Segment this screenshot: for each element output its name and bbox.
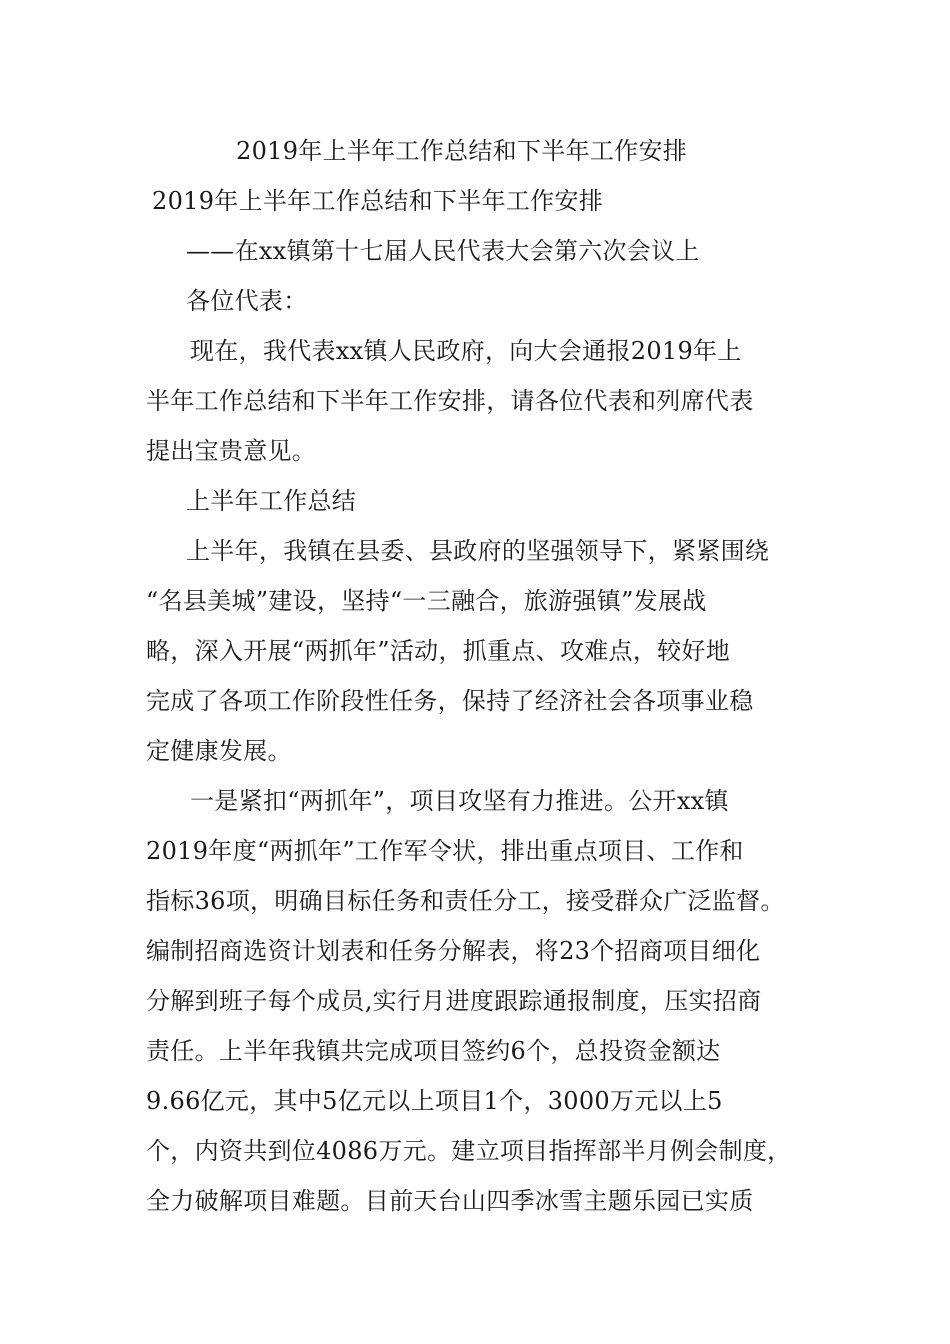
intro-line: 现在，我代表xx镇人民政府，向大会通报2019年上	[190, 337, 742, 365]
point-one-line: 指标36项，明确目标任务和责任分工，接受群众广泛监督。	[146, 887, 785, 915]
summary-line: 上半年，我镇在县委、县政府的坚强领导下，紧紧围绕	[186, 537, 770, 565]
point-one-line: 责任。上半年我镇共完成项目签约6个，总投资金额达	[146, 1037, 721, 1065]
intro-line: 提出宝贵意见。	[146, 437, 317, 465]
salutation: 各位代表：	[186, 287, 308, 315]
summary-line: 略，深入开展“两抓年”活动，抓重点、攻难点，较好地	[146, 637, 731, 665]
point-one-line: 9.66亿元，其中5亿元以上项目1个，3000万元以上5	[146, 1087, 723, 1115]
summary-line: 定健康发展。	[146, 737, 292, 765]
point-one-line: 编制招商选资计划表和任务分解表，将23个招商项目细化	[146, 937, 761, 965]
section-heading: 上半年工作总结	[186, 487, 357, 515]
point-one-line: 2019年度“两抓年”工作军令状，排出重点项目、工作和	[146, 837, 744, 865]
summary-line: “名县美城”建设，坚持“一三融合，旅游强镇”发展战	[146, 587, 707, 615]
point-one-line: 全力破解项目难题。目前天台山四季冰雪主题乐园已实质	[146, 1187, 754, 1215]
document-title: 2019年上半年工作总结和下半年工作安排	[236, 137, 688, 165]
point-one-line: 分解到班子每个成员,实行月进度跟踪通报制度，压实招商	[146, 987, 762, 1015]
document-byline: ——在xx镇第十七届人民代表大会第六次会议上	[186, 237, 700, 265]
summary-line: 完成了各项工作阶段性任务，保持了经济社会各项事业稳	[146, 687, 754, 715]
intro-line: 半年工作总结和下半年工作安排，请各位代表和列席代表	[146, 387, 754, 415]
point-one-line: 个，内资共到位4086万元。建立项目指挥部半月例会制度，	[146, 1137, 792, 1165]
point-one-line: 一是紧扣“两抓年”，项目攻坚有力推进。公开xx镇	[190, 787, 729, 815]
document-subtitle: 2019年上半年工作总结和下半年工作安排	[152, 187, 604, 215]
